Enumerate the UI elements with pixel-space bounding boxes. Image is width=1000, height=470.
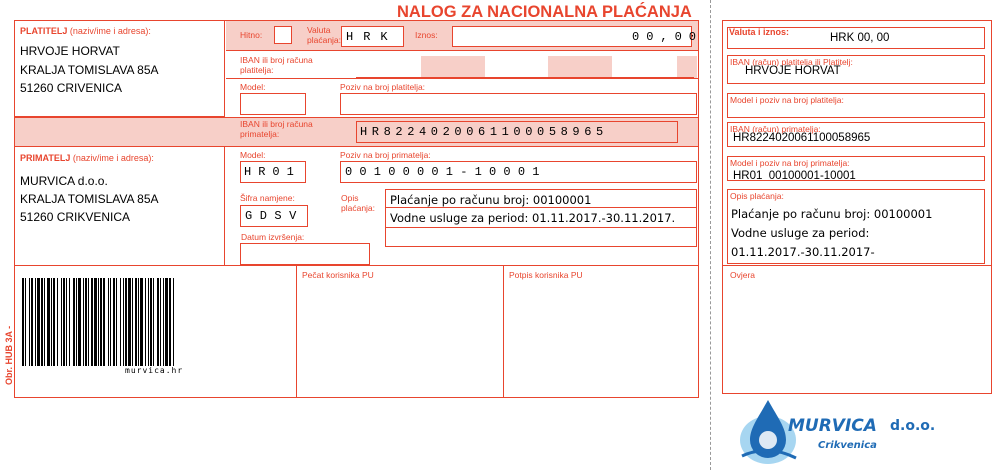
payer-street: KRALJA TOMISLAVA 85A [20, 63, 159, 77]
receipt-payer-value: HRVOJE HORVAT [745, 65, 841, 77]
description-text-1: Plaćanje po računu broj: 00100001 [390, 193, 592, 207]
payer-iban-label: IBAN ili broj računa platitelja: [240, 55, 313, 75]
logo-name: MURVICA [788, 416, 877, 436]
currency-label: Valuta plaćanja: [307, 25, 342, 45]
payer-model-label: Model: [240, 82, 266, 92]
urgent-label: Hitno: [240, 30, 263, 40]
recipient-model-label: Model: [240, 150, 266, 160]
stamp-divider [296, 265, 297, 398]
receipt-recipient-model-label: Model i poziv na broj primatelja: [730, 158, 850, 168]
signature-divider [503, 265, 504, 398]
signature-label: Potpis korisnika PU [509, 270, 583, 280]
receipt-amount-value: HRK 00, 00 [830, 32, 890, 44]
receipt-payer-model-field[interactable] [727, 93, 985, 118]
recipient-ref-value: 00100001-10001 [345, 165, 547, 179]
amount-label: Iznos: [415, 30, 438, 40]
recipient-name: MURVICA d.o.o. [20, 174, 108, 188]
recipient-model-value: HR01 [244, 165, 301, 179]
payment-barcode [22, 278, 290, 366]
receipt-payer-model-label: Model i poziv na broj platitelja: [730, 95, 844, 105]
purpose-code-label: Šifra namjene: [240, 193, 295, 203]
top-band-line [226, 50, 698, 51]
logo-city: Crikvenica [818, 440, 877, 451]
description-text-2: Vodne usluge za period: 01.11.2017.-30.11.2017. [390, 211, 676, 225]
logo-suffix: d.o.o. [890, 418, 936, 434]
recipient-ref-label: Poziv na broj primatelja: [340, 150, 431, 160]
barcode-caption: murvica.hr [125, 366, 184, 375]
receipt-recipient-iban-value: HR8224020061100058965 [733, 132, 871, 144]
bottom-divider [14, 265, 699, 266]
execution-date-field[interactable] [240, 243, 370, 265]
form-code-vertical: Obr. HUB 3A - [4, 325, 14, 385]
payer-name: HRVOJE HORVAT [20, 44, 120, 58]
receipt-verification-divider [722, 265, 992, 266]
description-line-2 [386, 227, 696, 228]
receipt-description-label: Opis plaćanja: [730, 191, 784, 201]
receipt-description-line-2: Vodne usluge za period: [731, 226, 870, 240]
execution-date-label: Datum izvršenja: [241, 232, 305, 242]
receipt-recipient-model-value: HR01 00100001-10001 [733, 170, 856, 182]
payer-iban-field[interactable] [356, 56, 694, 78]
receipt-description-line-3: 01.11.2017.-30.11.2017- [731, 245, 875, 259]
currency-value: HRK [346, 30, 398, 44]
purpose-code-value: GDSV [245, 209, 304, 223]
receipt-amount-label: Valuta i iznos: [729, 27, 790, 37]
stamp-label: Pečat korisnika PU [302, 270, 374, 280]
amount-value: 00,00 [632, 30, 704, 44]
recipient-iban-label: IBAN ili broj računa primatelja: [240, 119, 313, 139]
company-logo [738, 394, 968, 470]
receipt-recipient-iban-label: IBAN (račun) primatelja: [730, 124, 821, 134]
recipient-city: 51260 CRIKVENICA [20, 210, 131, 224]
receipt-description-line-1: Plaćanje po računu broj: 00100001 [731, 207, 933, 221]
recipient-label: PRIMATELJ (naziv/ime i adresa): [20, 153, 154, 163]
receipt-payer-label: IBAN (račun) platitelja ili Platitelj: [730, 57, 853, 67]
payer-ref-field[interactable] [340, 93, 697, 115]
payer-model-field[interactable] [240, 93, 306, 115]
payer-ref-label: Poziv na broj platitelja: [340, 82, 426, 92]
receipt-verification-label: Ovjera [730, 270, 756, 280]
cut-line [710, 0, 711, 470]
payer-model-row-line [226, 78, 698, 79]
urgent-checkbox[interactable] [274, 26, 292, 44]
payer-city: 51260 CRIVENICA [20, 81, 123, 95]
payer-label: PLATITELJ (naziv/ime i adresa): [20, 26, 151, 36]
recipient-street: KRALJA TOMISLAVA 85A [20, 192, 159, 206]
recipient-iban-value: HR8224020061100058965 [360, 125, 608, 139]
form-title: NALOG ZA NACIONALNA PLAĆANJA [397, 3, 692, 21]
description-label: Opis plaćanja: [341, 193, 376, 213]
